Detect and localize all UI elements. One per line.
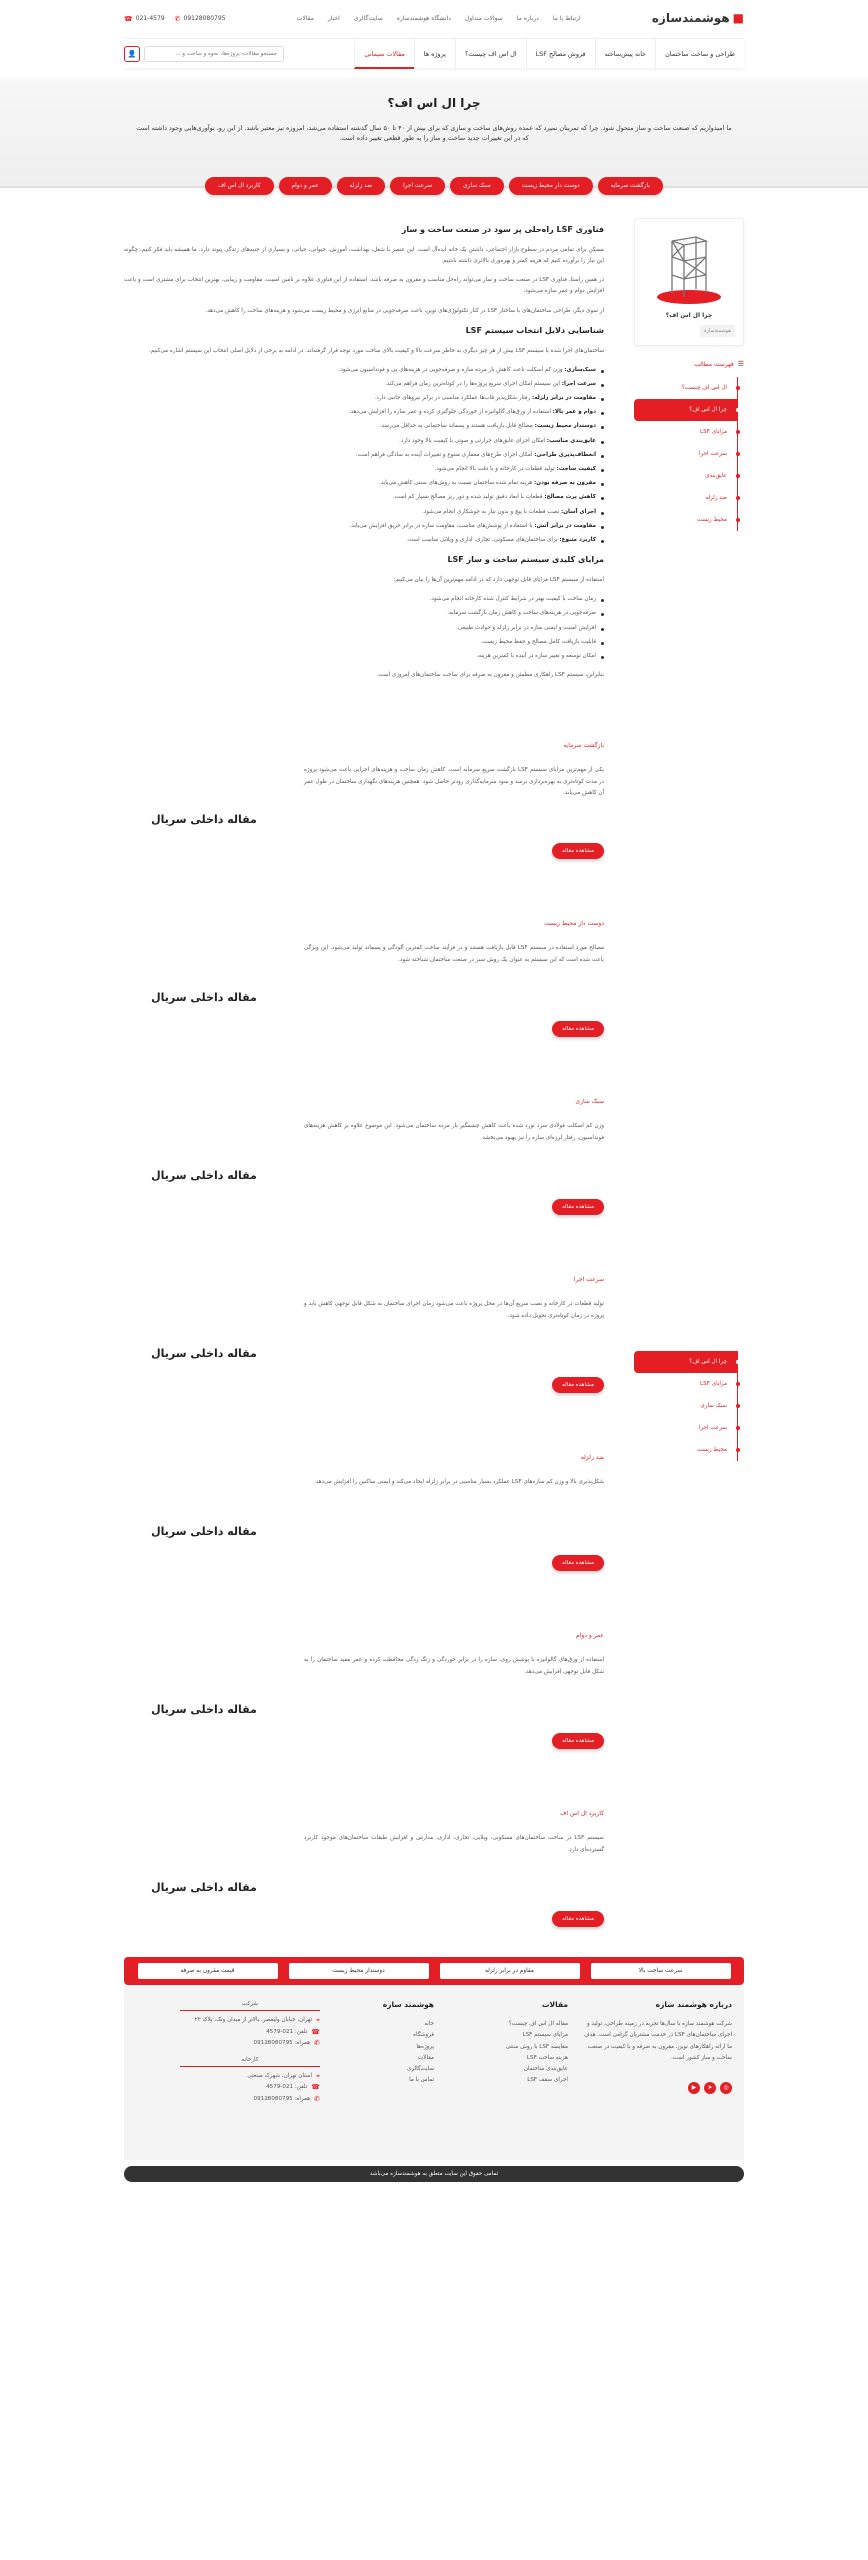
- list-item: دوستدار محیط زیست: مصالح قابل بازیافت هستند و پسماند ساختمانی به حداقل می‌رسد.: [124, 421, 604, 432]
- mobile-icon: ✆: [174, 14, 181, 23]
- sticky-toc: [634, 1351, 744, 1461]
- article-text: وزن کم اسکلت فولادی سرد نورد شده باعث کاهش چشمگیر بار مرده ساختمان می‌شود. این موضوع علاوه بر کاهش هزینه‌های فونداسیون، رفتار لرزه‌ای سازه را نیز بهبود می‌بخشد.: [304, 1122, 604, 1141]
- article-text: شکل‌پذیری بالا و وزن کم سازه‌های LSF عملکرد بسیار مناسبی در برابر زلزله ایجاد می‌کند و ایمنی ساکنین را افزایش می‌دهد.: [313, 1478, 604, 1485]
- footer-about-title: درباره هوشمند سازه: [655, 2000, 732, 2010]
- footer-link[interactable]: سایت‌گالری: [407, 2066, 434, 2073]
- list-item: عایق‌بندی مناسب: امکان اجرای عایق‌های حرارتی و صوتی با کیفیت بالا وجود دارد.: [124, 436, 604, 447]
- view-article-button[interactable]: مشاهده مقاله: [552, 1911, 604, 1927]
- nav-item-articles[interactable]: مقالات سیمانی: [354, 39, 413, 69]
- footer-link[interactable]: پروژه‌ها: [416, 2043, 434, 2050]
- contacts: [124, 14, 226, 24]
- top-link-about[interactable]: درباره ما: [516, 15, 539, 23]
- phone-link-2[interactable]: [175, 14, 226, 24]
- article-card: [124, 1809, 604, 1927]
- footer-company: [334, 1999, 434, 2146]
- toc-title-text: فهرست مطالب: [694, 360, 734, 368]
- sticky-item[interactable]: سرعت اجرا: [634, 1417, 738, 1439]
- article-title[interactable]: کاربرد ال اس اف: [560, 1810, 604, 1818]
- toc-title: [634, 360, 744, 370]
- pill-quake[interactable]: ضد زلزله: [337, 177, 385, 195]
- footer-about: [582, 1999, 732, 2146]
- footer-about-text: شرکت هوشمند سازه با سال‌ها تجربه در زمینه طراحی، تولید و اجرای ساختمان‌های LSF در خدمت مشتریان گرامی است. هدف ما ارائه راهکارهای نوین، مقرون به صرفه و با کیفیت در صنعت ساخت و ساز کشور است.: [583, 2021, 732, 2061]
- main-area: [124, 218, 744, 1927]
- article-card: [124, 1453, 604, 1571]
- pill-durability[interactable]: عمر و دوام: [279, 177, 332, 195]
- list-item: مقاومت در برابر زلزله: رفتار شکل‌پذیر قاب‌ها عملکرد مناسبی در برابر نیروهای جانبی دارد.: [124, 393, 604, 404]
- article-card: [124, 1631, 604, 1749]
- instagram-icon[interactable]: ◎: [720, 2082, 732, 2094]
- article-card: [124, 741, 604, 859]
- article-card: [124, 1275, 604, 1393]
- nav-item-lsf[interactable]: ال اس اف چیست؟: [455, 39, 526, 69]
- factory-phone[interactable]: [180, 2082, 320, 2093]
- list-item: اجرای آسان: نصب قطعات با پیچ و بدون نیاز به جوشکاری انجام می‌شود.: [124, 507, 604, 518]
- list-item: قابلیت بازیافت کامل مصالح و حفظ محیط زیست.: [124, 637, 604, 648]
- list-icon: ☰: [737, 359, 744, 368]
- factory-phone-text: تلفن: 021-4579: [266, 2084, 308, 2091]
- footer-article-link[interactable]: مقایسه LSF با روش سنتی: [505, 2043, 568, 2050]
- article-title[interactable]: ضد زلزله: [580, 1454, 604, 1462]
- mobile-icon: ✆: [314, 2038, 320, 2047]
- office-title: شرکت: [180, 1999, 320, 2011]
- article-image[interactable]: مقاله داخلی سریال: [151, 1347, 257, 1361]
- hero-pills: [0, 177, 868, 195]
- footer-company-title: هوشمند سازه: [382, 2000, 434, 2010]
- main-nav: [124, 38, 744, 68]
- sticky-item-active[interactable]: چرا ال اس اف؟: [634, 1351, 738, 1373]
- pill-light[interactable]: سبک سازی: [450, 177, 504, 195]
- user-icon[interactable]: 👤: [124, 46, 140, 62]
- paragraph: استفاده از سیستم LSF مزایای قابل توجهی دارد که در ادامه مهم‌ترین آن‌ها را بیان می‌کنیم:: [393, 576, 604, 583]
- factory-mobile[interactable]: [180, 2094, 320, 2105]
- pill-eco[interactable]: دوست دار محیط زیست: [509, 177, 593, 195]
- lsf-frame-icon: [644, 227, 734, 307]
- top-link-contact[interactable]: ارتباط با ما: [552, 15, 581, 23]
- article-text: تولید قطعات در کارخانه و نصب سریع آن‌ها در محل پروژه باعث می‌شود زمان اجرای ساختمان به شکل قابل توجهی کاهش یابد و پروژه در زمان کوتاه‌تری تحویل داده شود.: [304, 1300, 604, 1319]
- toc-item[interactable]: عایق‌بندی: [634, 465, 738, 487]
- factory-title: کارخانه: [180, 2055, 320, 2067]
- view-article-button[interactable]: مشاهده مقاله: [552, 1377, 604, 1393]
- paragraph: از سوی دیگر، طراحی ساختمان‌های با ساختار LSF در کنار تکنولوژی‌های نوین، باعث صرفه‌جویی در منابع انرژی و محیط زیست می‌شود و هزینه‌های ساخت را کاهش می‌دهد.: [205, 307, 604, 314]
- footer-link[interactable]: مقالات: [418, 2054, 434, 2061]
- article-title[interactable]: عمر و دوام: [575, 1632, 604, 1640]
- article-card: [124, 1097, 604, 1215]
- factory-address-text: استان تهران، شهرک صنعتی: [247, 2073, 313, 2080]
- feature-price[interactable]: قیمت مقرون به صرفه: [138, 1963, 278, 1979]
- toc-item[interactable]: محیط زیست: [634, 509, 738, 531]
- page-wrap: [124, 0, 744, 68]
- pill-speed[interactable]: سرعت اجرا: [390, 177, 445, 195]
- top-link-faq[interactable]: سوالات متداول: [464, 15, 503, 23]
- hero-subtitle: ما امیدواریم که صنعت ساخت و ساز متحول شود. چرا که تمرینان نمیرد که عمده روش‌های ساخت و سازی که برای بیش از ۴۰ تا ۵۰ سال گذشته استفاده می‌شد، امروزه نیز معتبر باشد. از این رو، نوآوری‌هایی وجود داشته است که در این تغییرات جدید ساخت و ساز را به طور قطعی تغییر داده است.: [136, 124, 732, 143]
- list-item: امکان توسعه و تغییر سازه در آینده با کمترین هزینه.: [124, 651, 604, 662]
- office-mobile-text: همراه: 09128080795: [253, 2039, 311, 2046]
- footer: [124, 1985, 744, 2160]
- toc-item[interactable]: ال اس اف چیست؟: [634, 377, 738, 399]
- toc-list: [634, 377, 744, 531]
- nav-item-projects[interactable]: پروژه ها: [414, 39, 455, 69]
- footer-article-link[interactable]: هزینه ساخت LSF: [526, 2054, 568, 2061]
- toc-item[interactable]: سرعت اجرا: [634, 443, 738, 465]
- phone-1-text: 021-4579: [135, 15, 165, 23]
- article-title[interactable]: بازگشت سرمایه: [563, 742, 604, 750]
- article-title[interactable]: دوست دار محیط زیست: [544, 920, 604, 928]
- mobile-icon: ✆: [314, 2094, 320, 2103]
- location-icon: ⌖: [316, 2016, 320, 2025]
- footer-link[interactable]: فروشگاه: [413, 2032, 434, 2039]
- top-link-gallery[interactable]: سایت‌گالری: [353, 15, 383, 23]
- feature-strip: [124, 1957, 744, 1985]
- toc-item[interactable]: ضد زلزله: [634, 487, 738, 509]
- section-heading: مزایای کلیدی سیستم ساخت و ساز LSF: [447, 555, 604, 565]
- phone-icon: ☎: [311, 2027, 320, 2036]
- list-item: انعطاف‌پذیری طراحی: امکان اجرای طرح‌های معماری متنوع و تغییرات آینده به سادگی فراهم است.: [124, 450, 604, 461]
- article-image[interactable]: مقاله داخلی سریال: [151, 1881, 257, 1895]
- office-phone-text: تلفن: 021-4579: [266, 2028, 308, 2035]
- factory-mobile-text: همراه: 09128080795: [253, 2095, 311, 2102]
- phone-2-text: 09128080795: [183, 15, 226, 23]
- sticky-item[interactable]: سبک سازی: [634, 1395, 738, 1417]
- nav-tools: [124, 46, 284, 62]
- article-image[interactable]: مقاله داخلی سریال: [151, 1169, 257, 1183]
- article-text: مصالح مورد استفاده در سیستم LSF قابل بازیافت هستند و در فرآیند ساخت کمترین آلودگی و پسماند تولید می‌شود. این ویژگی باعث شده است که این سیستم به عنوان یک روش سبز در صنعت ساختمان شناخته شود.: [304, 944, 604, 963]
- list-item: افزایش امنیت و ایمنی سازه در برابر زلزله و حوادث طبیعی.: [124, 623, 604, 634]
- list-item: سرعت اجرا: این سیستم امکان اجرای سریع پروژه‌ها را در کوتاه‌ترین زمان فراهم می‌کند.: [124, 379, 604, 390]
- logo-mark-icon: ■: [732, 11, 744, 26]
- footer-article-link[interactable]: اجرای سقف LSF: [527, 2077, 568, 2084]
- paragraph: ساختمان‌های اجرا شده با سیستم LSF بیش از هر چیز دیگری به خاطر سرعت بالا و کیفیت بالای ساخت مورد توجه قرار گرفته‌اند. در ادامه به برخی از دلایل اصلی انتخاب این سیستم اشاره می‌کنیم.: [148, 347, 604, 354]
- logo-text: هوشمندسازه: [651, 11, 730, 26]
- article-text: استفاده از ورق‌های گالوانیزه با پوشش روی، سازه را در برابر خوردگی و زنگ زدگی محافظت کرده و عمر مفید ساختمان را به شکل قابل توجهی افزایش می‌دهد.: [304, 1656, 604, 1675]
- footer-article-link[interactable]: عایق‌بندی ساختمان: [523, 2066, 568, 2073]
- toc-item-active[interactable]: چرا ال اس اف؟: [634, 399, 738, 421]
- location-icon: ⌖: [316, 2072, 320, 2081]
- search-input[interactable]: [144, 46, 284, 62]
- top-link-articles[interactable]: مقالات: [296, 15, 314, 23]
- office-mobile[interactable]: [180, 2038, 320, 2049]
- toc-item[interactable]: مزایای LSF: [634, 421, 738, 443]
- copyright: تمامی حقوق این سایت متعلق به هوشمندسازه می‌باشد: [124, 2166, 744, 2182]
- paragraph: بنابراین، سیستم LSF راهکاری مطمئن و مقرون به صرفه برای ساخت ساختمان‌های امروزی است.: [376, 672, 604, 679]
- article-title[interactable]: سرعت اجرا: [573, 1276, 604, 1284]
- footer-article-link[interactable]: مقاله ال اس اف چیست؟: [508, 2021, 568, 2028]
- footer-articles: [448, 1999, 568, 2146]
- phone-icon: ☎: [311, 2083, 320, 2092]
- footer-link[interactable]: تماس با ما: [409, 2077, 434, 2084]
- section-heading: شناسایی دلایل انتخاب سیستم LSF: [465, 325, 604, 335]
- feature-speed[interactable]: سرعت ساخت بالا: [591, 1963, 731, 1979]
- article-text: یکی از مهم‌ترین مزایای سیستم LSF بازگشت سریع سرمایه است. کاهش زمان ساخت و هزینه‌های اجرایی باعث می‌شود پروژه در مدت کوتاه‌تری به بهره‌برداری برسد و سود سرمایه‌گذاری زودتر حاصل شود. همچنین هزینه‌های نگهداری ساختمان در طول عمر آن کاهش می‌یابد.: [304, 766, 604, 797]
- view-article-button[interactable]: مشاهده مقاله: [552, 1733, 604, 1749]
- footer-address: [180, 1999, 320, 2146]
- article-image[interactable]: مقاله داخلی سریال: [151, 1703, 257, 1717]
- top-links: [297, 14, 581, 24]
- social-links: [582, 2082, 732, 2094]
- top-link-university[interactable]: دانشگاه هوشمندسازه: [396, 15, 451, 23]
- footer-articles-title: مقالات: [542, 2000, 568, 2010]
- product-card[interactable]: [634, 218, 744, 346]
- page-title: چرا ال اس اف؟: [387, 96, 481, 110]
- top-link-news[interactable]: اخبار: [327, 15, 340, 23]
- topbar: [124, 0, 744, 38]
- factory-address: [180, 2071, 320, 2082]
- list-item: کاهش پرت مصالح: قطعات با ابعاد دقیق تولید شده و دور ریز مصالح بسیار کم است.: [124, 492, 604, 503]
- logo[interactable]: [652, 9, 744, 28]
- sticky-item[interactable]: مزایای LSF: [634, 1373, 738, 1395]
- office-phone[interactable]: [180, 2027, 320, 2038]
- nav-item-design[interactable]: طراحی و ساخت ساختمان: [655, 39, 744, 69]
- product-title: چرا ال اس اف؟: [665, 312, 713, 319]
- view-article-button[interactable]: مشاهده مقاله: [552, 1555, 604, 1571]
- list-item: مقرون به صرفه بودن: هزینه تمام شده ساختمان نسبت به روش‌های سنتی کاهش می‌یابد.: [124, 478, 604, 489]
- article-title[interactable]: سبک سازی: [575, 1098, 604, 1106]
- feature-eco[interactable]: دوستدار محیط زیست: [289, 1963, 429, 1979]
- office-address: [180, 2015, 320, 2026]
- paragraph: در همین راستا، فناوری LSF در صنعت ساخت و ساز می‌تواند راه‌حل مناسب و مقرون به صرفه باشد. استفاده از این فناوری علاوه بر تامین امنیت، مقاومت و زیبایی، بهترین انتخاب برای مشتری است و باعث افزایش دوام و عمر سازه می‌شود.: [124, 277, 604, 295]
- article-card: [124, 919, 604, 1037]
- article-image[interactable]: مقاله داخلی سریال: [151, 813, 257, 827]
- nav-item-prefab[interactable]: خانه پیش‌ساخته: [595, 39, 656, 69]
- youtube-icon[interactable]: ▶: [688, 2082, 700, 2094]
- phone-icon: ☎: [124, 14, 133, 23]
- article-image[interactable]: مقاله داخلی سریال: [151, 1525, 257, 1539]
- footer-link[interactable]: خانه: [424, 2021, 434, 2028]
- nav-item-materials[interactable]: فروش مصالح LSF: [526, 39, 595, 69]
- paragraph: مسکن برای تمامی مردم در سطوح بازار اجتماعی، داشتن یک خانه ایده‌آل است. این عنصر با شغل، بهداشت، آموزش، حیوانی، حیاتی، و بسیاری از جنبه‌های زندگی پیوند دارد. ما همیشه باید فکر کنیم، چگونه این نیاز را برآورده کنیم که هزینه کمتر و بهره‌وری بالاتری داشته باشیم.: [124, 246, 604, 264]
- hero: [0, 78, 868, 188]
- view-article-button[interactable]: مشاهده مقاله: [552, 843, 604, 859]
- product-tag: هوشمندسازه: [700, 325, 735, 337]
- list-item: زمان ساخت با کیفیت بهتر در شرایط کنترل شده کارخانه انجام می‌شود.: [124, 594, 604, 605]
- view-article-button[interactable]: مشاهده مقاله: [552, 1021, 604, 1037]
- feature-quake[interactable]: مقاوم در برابر زلزله: [440, 1963, 580, 1979]
- footer-article-link[interactable]: مزایای سیستم LSF: [522, 2032, 568, 2039]
- article-content: [124, 218, 604, 1927]
- sticky-item[interactable]: محیط زیست: [634, 1439, 738, 1461]
- phone-link-1[interactable]: [124, 14, 165, 24]
- article-image[interactable]: مقاله داخلی سریال: [151, 991, 257, 1005]
- list-item: کاربرد متنوع: برای ساختمان‌های مسکونی، تجاری، اداری و ویلایی مناسب است.: [124, 535, 604, 546]
- sidebar: [634, 218, 744, 1927]
- list-item: سبک‌سازی: وزن کم اسکلت باعث کاهش بار مرده سازه و صرفه‌جویی در هزینه‌های پی و فونداسیون می‌شود.: [124, 365, 604, 376]
- sticky-list: [634, 1351, 744, 1461]
- benefits-list: [124, 594, 604, 662]
- article-text: سیستم LSF در ساخت ساختمان‌های مسکونی، ویلایی، تجاری، اداری، مدارس و افزایش طبقات ساختمان‌های موجود کاربرد گسترده‌ای دارد.: [304, 1834, 604, 1853]
- office-address-text: تهران، خیابان ولیعصر، بالاتر از میدان ونک، پلاک ۲۳: [194, 2017, 313, 2024]
- telegram-icon[interactable]: ➤: [704, 2082, 716, 2094]
- list-item: مقاومت در برابر آتش: با استفاده از پوشش‌های مناسب، مقاومت سازه در برابر حریق افزایش می‌یابد.: [124, 521, 604, 532]
- pill-roi[interactable]: بازگشت سرمایه: [598, 177, 663, 195]
- list-item: دوام و عمر بالا: استفاده از ورق‌های گالوانیزه از خوردگی جلوگیری کرده و عمر سازه را افزایش می‌دهد.: [124, 407, 604, 418]
- section-heading: فناوری LSF راه‌حلی پر سود در صنعت ساخت و ساز: [401, 225, 604, 234]
- reasons-list: [124, 365, 604, 546]
- view-article-button[interactable]: مشاهده مقاله: [552, 1199, 604, 1215]
- nav-menu: [354, 39, 744, 69]
- pill-usage[interactable]: کاربرد ال اس اف: [205, 177, 273, 195]
- list-item: کیفیت ساخت: تولید قطعات در کارخانه و با دقت بالا انجام می‌شود.: [124, 464, 604, 475]
- list-item: صرفه‌جویی در هزینه‌های ساخت و کاهش زمان بازگشت سرمایه.: [124, 608, 604, 619]
